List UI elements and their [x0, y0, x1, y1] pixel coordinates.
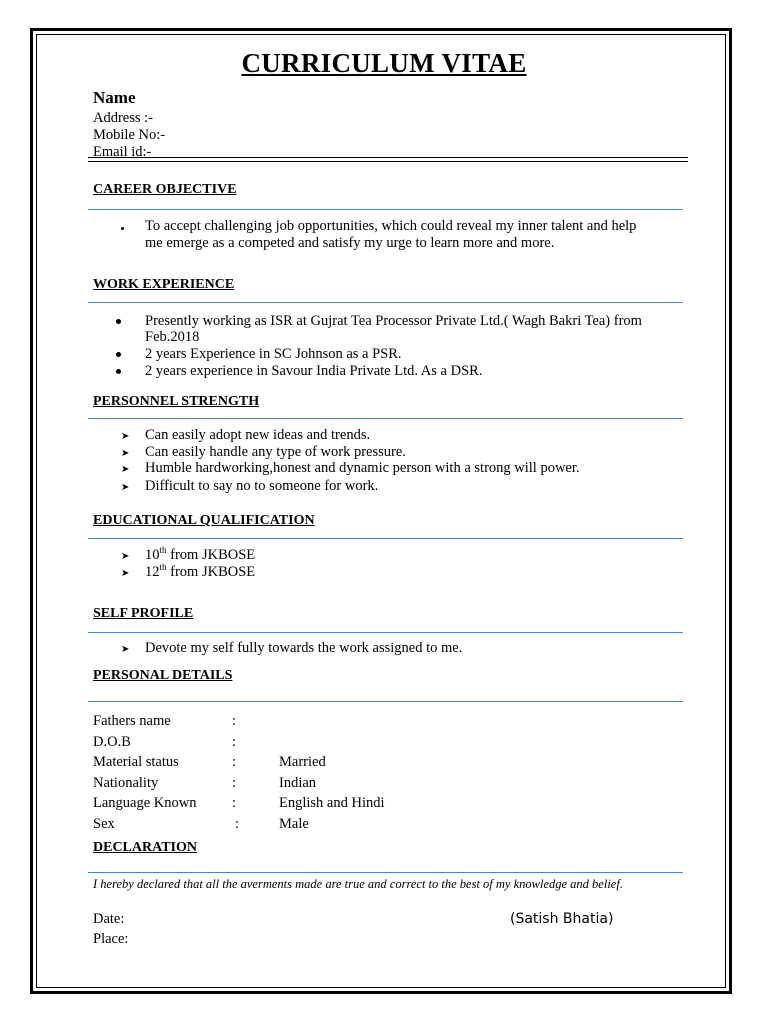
education-item-2-ordinal: th	[159, 562, 167, 573]
work-experience-item-1-line-1: Presently working as ISR at Gujrat Tea Processor Private Ltd.( Wagh Bakri Tea) from	[145, 313, 642, 329]
education-item-2	[145, 564, 255, 581]
education-item-1-ordinal: th	[159, 545, 167, 556]
work-experience-rule	[88, 302, 683, 303]
detail-label-fathers-name: Fathers name	[93, 713, 171, 729]
detail-separator: :	[232, 754, 237, 770]
detail-separator: :	[232, 795, 237, 811]
strength-item-3: Humble hardworking,honest and dynamic person with a strong will power.	[145, 460, 580, 476]
mobile-label: Mobile No:-	[93, 127, 166, 143]
education-item-2-board: from JKBOSE	[166, 564, 256, 580]
education-item-1-grade: 10	[145, 547, 160, 563]
detail-label-nationality: Nationality	[93, 775, 159, 791]
address-label: Address :-	[93, 110, 154, 126]
document-title: CURRICULUM VITAE	[241, 48, 527, 78]
strength-item-2: Can easily handle any type of work pressure.	[145, 444, 406, 460]
work-experience-item-2: 2 years Experience in SC Johnson as a PSR.	[145, 346, 402, 362]
strength-item-1: Can easily adopt new ideas and trends.	[145, 427, 371, 443]
work-experience-item-1-line-2: Feb.2018	[145, 329, 200, 345]
detail-separator: :	[232, 713, 237, 729]
career-objective-heading: CAREER OBJECTIVE	[93, 182, 237, 197]
personnel-strength-heading: PERSONNEL STRENGTH	[93, 394, 260, 409]
self-profile-heading: SELF PROFILE	[93, 606, 194, 621]
work-experience-item-3: 2 years experience in Savour India Private Ltd. As a DSR.	[145, 363, 483, 379]
detail-label-language: Language Known	[93, 795, 197, 811]
email-label: Email id:-	[93, 144, 152, 160]
detail-label-dob: D.O.B	[93, 734, 131, 750]
strength-item-4: Difficult to say no to someone for work.	[145, 478, 379, 494]
bullet-icon	[116, 352, 121, 357]
detail-value-nationality: Indian	[279, 775, 317, 791]
career-objective-line-1: To accept challenging job opportunities, which could reveal my inner talent and help	[145, 218, 637, 234]
personal-details-rule	[88, 701, 683, 702]
career-objective-line-2: me emerge as a competed and satisfy my urge to learn more and more.	[145, 235, 555, 251]
candidate-name: Name	[93, 88, 136, 107]
personal-details-heading: PERSONAL DETAILS	[93, 668, 233, 683]
self-profile-item: Devote my self fully towards the work assigned to me.	[145, 640, 463, 656]
header-divider	[88, 157, 688, 162]
detail-value-language: English and Hindi	[279, 795, 385, 811]
detail-label-sex: Sex	[93, 816, 115, 832]
place-label: Place:	[93, 931, 129, 947]
education-item-1-board: from JKBOSE	[166, 547, 256, 563]
work-experience-heading: WORK EXPERIENCE	[93, 277, 235, 292]
detail-value-marital-status: Married	[279, 754, 326, 770]
bullet-icon	[116, 319, 121, 324]
education-heading: EDUCATIONAL QUALIFICATION	[93, 513, 315, 528]
declaration-heading: DECLARATION	[93, 840, 197, 855]
arrow-bullet-icon: ➤	[121, 644, 130, 655]
declaration-text: I hereby declared that all the averments made are true and correct to the best of my knowledge and belief.	[93, 877, 623, 891]
detail-separator: :	[235, 816, 240, 832]
career-objective-rule	[88, 209, 683, 210]
signature-name: (Satish Bhatia)	[510, 911, 614, 927]
education-item-2-grade: 12	[145, 564, 160, 580]
arrow-bullet-icon: ➤	[121, 551, 130, 562]
arrow-bullet-icon: ➤	[121, 482, 130, 493]
arrow-bullet-icon: ➤	[121, 464, 130, 475]
declaration-rule	[88, 872, 683, 873]
detail-separator: :	[232, 734, 237, 750]
date-label: Date:	[93, 911, 125, 927]
detail-value-sex: Male	[279, 816, 309, 832]
personnel-strength-rule	[88, 418, 683, 419]
detail-separator: :	[232, 775, 237, 791]
self-profile-rule	[88, 632, 683, 633]
education-rule	[88, 538, 683, 539]
bullet-icon	[121, 227, 124, 230]
arrow-bullet-icon: ➤	[121, 448, 130, 459]
arrow-bullet-icon: ➤	[121, 568, 130, 579]
arrow-bullet-icon: ➤	[121, 431, 130, 442]
detail-label-marital-status: Material status	[93, 754, 179, 770]
bullet-icon	[116, 369, 121, 374]
